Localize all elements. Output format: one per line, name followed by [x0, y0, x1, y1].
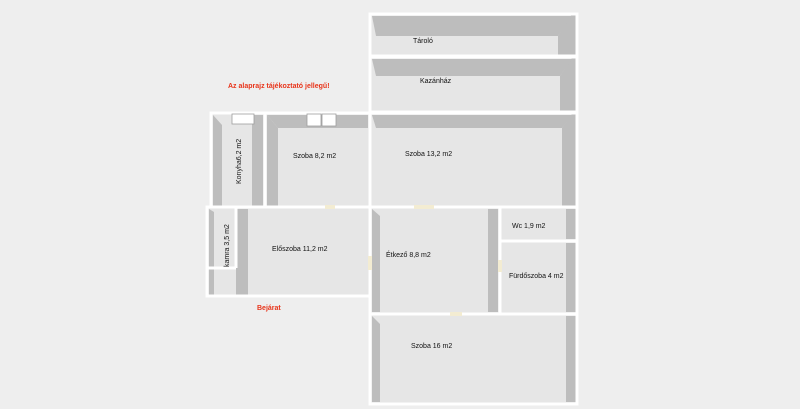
- door-mark: [368, 256, 372, 270]
- room-label-room-small: Szoba 8,2 m2: [293, 153, 337, 160]
- door-mark: [325, 205, 335, 209]
- window-kitchen: [232, 114, 254, 124]
- room-label-storage: Tároló: [413, 38, 433, 45]
- window-room-small-b: [322, 114, 336, 126]
- wall-shade-storage-top: [372, 16, 572, 36]
- wall-shade-bath-right: [566, 243, 577, 312]
- door-mark: [450, 312, 462, 316]
- floor-room-large: [370, 314, 577, 404]
- wall-shade-large-right: [566, 316, 577, 402]
- wall-shade-middle-top: [372, 115, 572, 128]
- wall-shade-large-left: [372, 316, 380, 402]
- room-label-dining: Étkező 8,8 m2: [386, 252, 431, 259]
- door-mark: [414, 205, 434, 209]
- room-label-hall: Előszoba 11,2 m2: [272, 246, 328, 253]
- wall-shade-dining-right: [488, 209, 498, 312]
- wall-shade-hall-inner: [236, 209, 248, 296]
- wall-shade-hall-left: [209, 209, 214, 296]
- wall-shade-wc-right: [566, 209, 577, 239]
- entrance-label: Bejárat: [257, 305, 281, 312]
- window-room-small-a: [307, 114, 321, 126]
- wall-shade-middle-right: [562, 114, 577, 207]
- wall-shade-dining-left: [372, 209, 380, 312]
- room-label-bathroom: Fürdőszoba 4 m2: [509, 273, 564, 280]
- room-label-boiler: Kazánház: [420, 78, 452, 85]
- room-label-room-large: Szoba 16 m2: [411, 343, 453, 350]
- wall-shade-kitchen-left: [213, 115, 222, 207]
- door-mark: [498, 260, 502, 272]
- wall-shade-small-left: [267, 115, 278, 207]
- wall-shade-boiler-top: [372, 59, 572, 76]
- room-label-pantry: Konyha6,2 m2: [236, 138, 243, 184]
- room-label-wc: Wc 1,9 m2: [512, 223, 546, 230]
- room-label-kamra: kamra 3,5 m2: [224, 224, 231, 267]
- floor-dining: [370, 207, 500, 314]
- disclaimer-note: Az alaprajz tájékoztató jellegű!: [228, 83, 330, 90]
- wall-shade-kitchen-right: [252, 115, 263, 207]
- room-label-room-middle: Szoba 13,2 m2: [405, 151, 453, 158]
